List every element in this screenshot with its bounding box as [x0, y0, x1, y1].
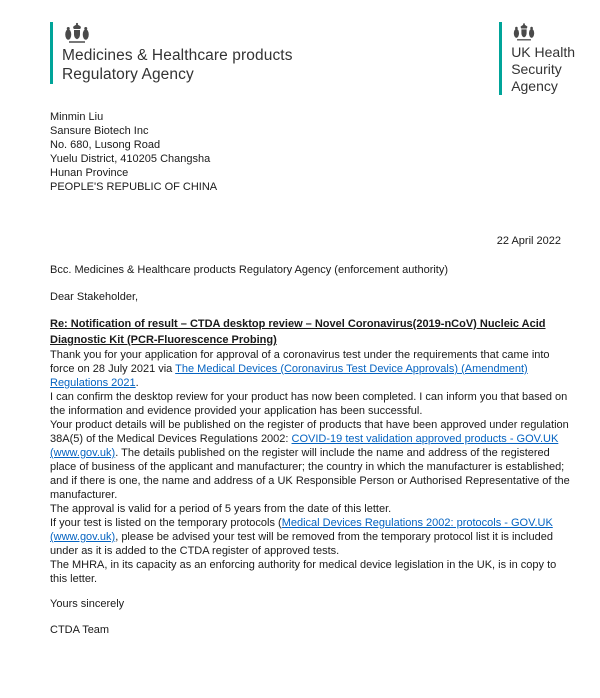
- mhra-logo-line2: Regulatory Agency: [62, 66, 194, 83]
- closing: Yours sincerely: [50, 598, 125, 610]
- paragraph-temporary-protocols: [50, 516, 575, 558]
- paragraph-text: The MHRA, in its capacity as an enforcing authority for medical device legislation in the UK, is in copy to this letter.: [50, 559, 557, 585]
- royal-coat-of-arms-icon: [511, 22, 537, 42]
- paragraph-approval-validity: [50, 502, 575, 516]
- paragraph-text: , please be advised your test will be removed from the temporary protocol list it is included under as it is added to the CTDA register of approved tests.: [50, 531, 553, 557]
- letter-date: 22 April 2022: [496, 235, 561, 247]
- ukhsa-logo-line3: Agency: [511, 78, 558, 94]
- ukhsa-logo-line2: Security: [511, 61, 562, 77]
- letterhead: [50, 22, 575, 102]
- paragraph-text: Your product details will be published on the register of products that have been approved under regulation 38A(5) of the Medical Devices Regulations 2002:: [50, 419, 569, 445]
- paragraph-mhra-copy: [50, 558, 575, 586]
- royal-coat-of-arms-icon: [62, 22, 92, 44]
- ukhsa-logo: [499, 22, 575, 95]
- paragraph-text: Thank you for your application for approval of a coronavirus test under the requirements that came into force on 28 July 2021 via: [50, 349, 550, 375]
- recipient-street: No. 680, Lusong Road: [50, 139, 161, 151]
- subject-line: Re: Notification of result – CTDA desktop review – Novel Coronavirus(2019-nCoV) Nucleic Acid Diagnostic Kit (PCR-Fluorescence Probing): [50, 318, 546, 346]
- paragraph-text: If your test is listed on the temporary protocols (: [50, 517, 282, 529]
- paragraph-review-completed: [50, 390, 575, 418]
- paragraph-application-thanks: [50, 348, 575, 390]
- paragraph-text: I can confirm the desktop review for your product has now been completed. I can inform you that based on the information and evidence provided your application has been successful.: [50, 391, 568, 417]
- paragraph-text: The approval is valid for a period of 5 years from the date of this letter.: [50, 503, 392, 515]
- mhra-logo-line1: Medicines & Healthcare products: [62, 47, 293, 64]
- salutation: Dear Stakeholder,: [50, 291, 139, 303]
- recipient-company: Sansure Biotech Inc: [50, 125, 149, 137]
- recipient-country: PEOPLE'S REPUBLIC OF CHINA: [50, 181, 218, 193]
- recipient-district: Yuelu District, 410205 Changsha: [50, 153, 211, 165]
- mhra-logo: [50, 22, 293, 84]
- link-medical-devices-amendment-regulations[interactable]: The Medical Devices (Coronavirus Test Device Approvals) (Amendment) Regulations 2021: [50, 363, 528, 389]
- recipient-name: Minmin Liu: [50, 111, 104, 123]
- link-covid19-test-validation-approved-products[interactable]: COVID-19 test validation approved products - GOV.UK (www.gov.uk): [50, 433, 559, 459]
- recipient-address: [50, 110, 575, 194]
- ukhsa-logo-line1: UK Health: [511, 44, 575, 60]
- recipient-province: Hunan Province: [50, 167, 129, 179]
- signature: CTDA Team: [50, 624, 110, 636]
- paragraph-text: . The details published on the register will include the name and address of the registered place of business of the applicant and manufacturer; the country in which the manufacturer is established; and if there is one, the name and address of a UK Responsible Person or Authorised Representative of the manufacturer.: [50, 447, 570, 501]
- paragraph-register-publication: [50, 418, 575, 502]
- paragraph-text: .: [135, 377, 139, 389]
- link-medical-devices-regulations-protocols[interactable]: Medical Devices Regulations 2002: protocols - GOV.UK (www.gov.uk): [50, 517, 553, 543]
- bcc-line: Bcc. Medicines & Healthcare products Regulatory Agency (enforcement authority): [50, 264, 449, 276]
